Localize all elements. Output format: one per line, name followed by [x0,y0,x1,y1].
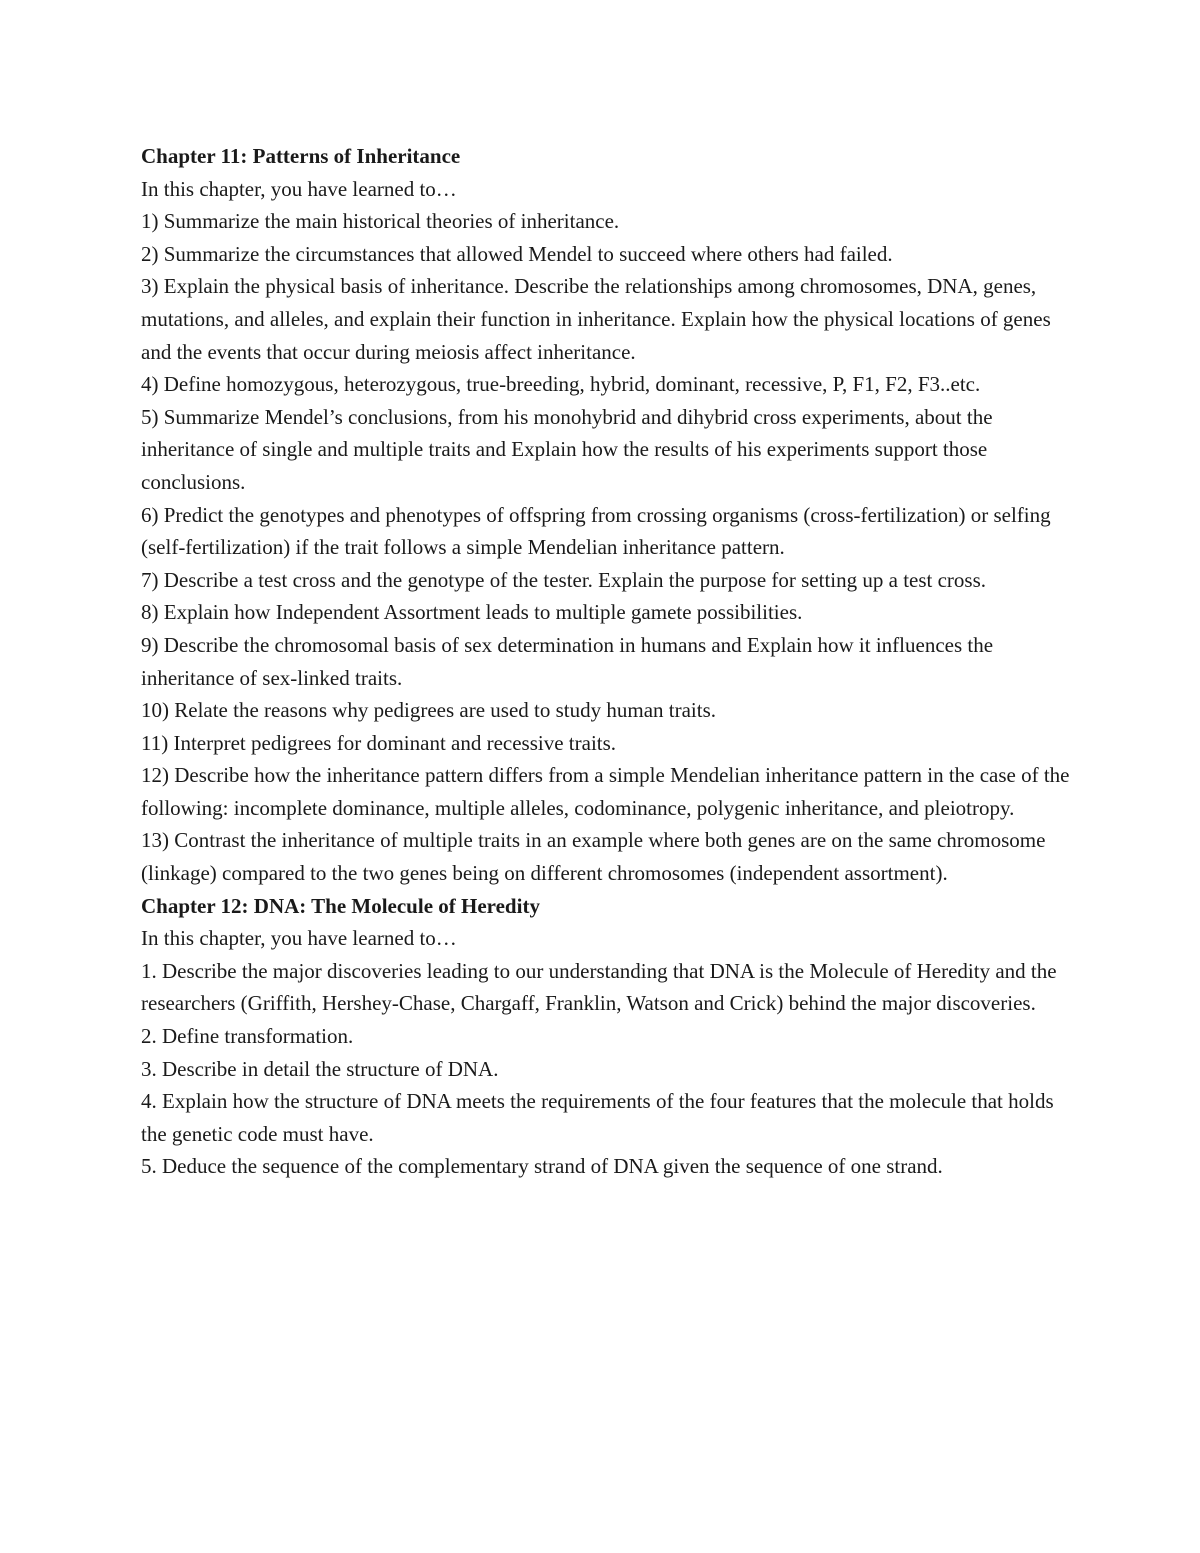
objective-item: 5) Summarize Mendel’s conclusions, from his monohybrid and dihybrid cross experiments, about the inheritance of single and multiple traits and Explain how the results of his experiments support those conclusions. [141,404,993,494]
objective-item: 13) Contrast the inheritance of multiple traits in an example where both genes are on the same chromosome (linkage) compared to the two genes being on different chromosomes (independent assortment). [141,828,1046,886]
objective-item: 9) Describe the chromosomal basis of sex determination in humans and Explain how it influences the inheritance of sex-linked traits. [141,632,994,690]
objective-item: 1. Describe the major discoveries leading to our understanding that DNA is the Molecule of Heredity and the researchers (Griffith, Hershey-Chase, Chargaff, Franklin, Watson and Crick) behind the major discoveries. [141,958,1057,1016]
chapter-intro: In this chapter, you have learned to… [141,176,457,201]
objective-item: 1) Summarize the main historical theories of inheritance. [141,209,620,234]
chapter-12-section [141,890,1071,1183]
objective-item: 10) Relate the reasons why pedigrees are used to study human traits. [141,698,717,723]
objective-item: 2) Summarize the circumstances that allowed Mendel to succeed where others had failed. [141,241,893,266]
chapter-11-section [141,140,1071,890]
objective-item: 5. Deduce the sequence of the complementary strand of DNA given the sequence of one strand. [141,1154,943,1179]
objective-item: 7) Describe a test cross and the genotype of the tester. Explain the purpose for setting up a test cross. [141,567,987,592]
objective-item: 2. Define transformation. [141,1024,354,1049]
objective-item: 8) Explain how Independent Assortment leads to multiple gamete possibilities. [141,600,803,625]
objective-item: 11) Interpret pedigrees for dominant and recessive traits. [141,730,617,755]
objective-item: 4. Explain how the structure of DNA meets the requirements of the four features that the molecule that holds the genetic code must have. [141,1089,1054,1146]
objective-item: 6) Predict the genotypes and phenotypes of offspring from crossing organisms (cross-fertilization) or selfing (self-fertilization) if the trait follows a simple Mendelian inheritance pattern. [141,502,1051,560]
objective-item: 4) Define homozygous, heterozygous, true-breeding, hybrid, dominant, recessive, P, F1, F2, F3..etc. [141,372,981,397]
objective-item: 12) Describe how the inheritance pattern differs from a simple Mendelian inheritance pattern in the case of the following: incomplete dominance, multiple alleles, codominance, polygenic inheritance, and pleiotropy. [141,763,1070,820]
objective-item: 3) Explain the physical basis of inheritance. Describe the relationships among chromosomes, DNA, genes, mutations, and alleles, and explain their function in inheritance. Explain how the physical locations of genes and the events that occur during meiosis affect inheritance. [141,274,1051,364]
objective-item: 3. Describe in detail the structure of DNA. [141,1056,499,1081]
chapter-intro: In this chapter, you have learned to… [141,926,457,951]
chapter-heading: Chapter 12: DNA: The Molecule of Heredity [141,893,540,918]
chapter-heading: Chapter 11: Patterns of Inheritance [141,144,461,168]
document-body [141,140,1071,1183]
